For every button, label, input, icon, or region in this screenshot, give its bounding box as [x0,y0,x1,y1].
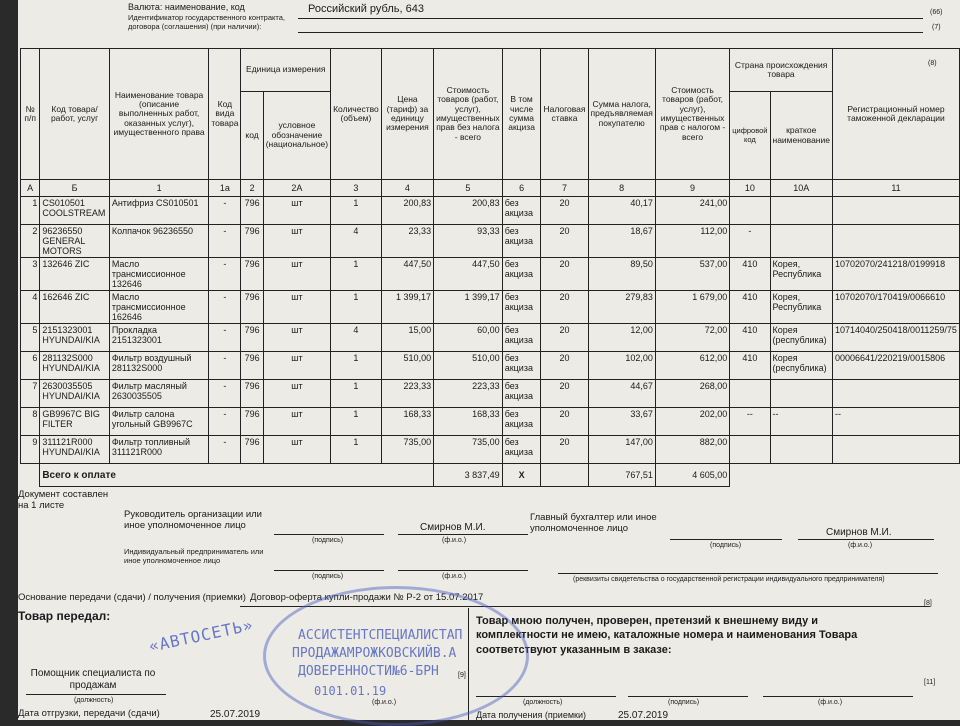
table-row [21,291,960,324]
th-price: Цена (тариф) за единицу измерения [381,49,433,180]
ship-date-label: Дата отгрузки, передачи (сдачи) [18,708,160,719]
contract-code: (7) [932,24,941,31]
cell-country-code: 410 [730,258,770,291]
cell-num: 9 [21,436,40,464]
received-text: Товар мною получен, проверен, претензий к внешнему виду и комплектности не имею, каталожные номера и наименования Товара соответствуют указанным в заказе: [476,615,858,656]
cell-rate: 20 [541,380,588,408]
cell-total: 268,00 [655,380,729,408]
cell-tax: 44,67 [588,380,655,408]
cell-tax: 89,50 [588,258,655,291]
col-number: 2 [241,180,263,197]
col-number: Б [40,180,110,197]
th-qty: Количество (объем) [331,49,382,180]
cell-total: 112,00 [655,225,729,258]
cell-code: 311121R000 HYUNDAI/KIA [40,436,110,464]
cell-cost: 735,00 [434,436,503,464]
totals-label: Всего к оплате [40,464,434,487]
cell-rate: 20 [541,225,588,258]
currency-code: (66) [930,9,943,16]
cell-kind: - [209,197,241,225]
cell-unit: шт [263,258,330,291]
cell-code: 2630035505 HYUNDAI/KIA [40,380,110,408]
totals-tax: 767,51 [588,464,655,487]
cell-unit-code: 796 [241,197,263,225]
cell-rate: 20 [541,352,588,380]
col-number: 6 [502,180,541,197]
cell-total: 202,00 [655,408,729,436]
cell-excise: без акциза [502,225,541,258]
cell-price: 200,83 [381,197,433,225]
cell-name: Масло трансмиссионное 162646 [109,291,209,324]
th-unit-group: Единица измерения [241,49,331,92]
invoice-page [18,0,960,720]
cell-unit-code: 796 [241,408,263,436]
cell-excise: без акциза [502,291,541,324]
cell-rate: 20 [541,291,588,324]
cell-num: 7 [21,380,40,408]
cell-name: Фильтр салона угольный GB9967C [109,408,209,436]
cell-country-code: -- [730,408,770,436]
cell-country-code: 410 [730,352,770,380]
cell-price: 1 399,17 [381,291,433,324]
th-cost: Стоимость товаров (работ, услуг), имущественных прав без налога - всего [434,49,503,180]
col-number: 2А [263,180,330,197]
col-number: 7 [541,180,588,197]
cell-unit-code: 796 [241,225,263,258]
cell-qty: 1 [331,291,382,324]
cell-kind: - [209,225,241,258]
cell-country: Корея (республика) [770,324,832,352]
cell-code: 162646 ZIC [40,291,110,324]
cell-unit: шт [263,380,330,408]
currency-label: Валюта: наименование, код [128,2,245,12]
stamp-line1: АССИСТЕНТСПЕЦИАЛИСТАП [298,628,463,643]
table-row [21,225,960,258]
cell-unit-code: 796 [241,324,263,352]
cell-total: 72,00 [655,324,729,352]
cell-customs [832,197,959,225]
table-row [21,408,960,436]
basis-value: Договор-оферта купли-продажи № Р-2 от 15.07.2017 [250,592,484,603]
accountant-fio: (ф.и.о.) [848,542,873,549]
cell-name: Фильтр масляный 2630035505 [109,380,209,408]
cell-country: -- [770,408,832,436]
contract-underline [298,32,923,33]
cell-price: 510,00 [381,352,433,380]
cell-excise: без акциза [502,197,541,225]
cell-qty: 1 [331,408,382,436]
cell-cost: 60,00 [434,324,503,352]
totals-excise: X [502,464,541,487]
th-code: Код товара/ работ, услуг [40,49,110,180]
cell-tax: 279,83 [588,291,655,324]
cell-unit: шт [263,436,330,464]
cell-unit-code: 796 [241,258,263,291]
accountant-name: Смирнов М.И. [826,527,892,538]
cell-country-code: 410 [730,291,770,324]
basis-label: Основание передачи (сдачи) / получения (приемки) [18,592,246,603]
cell-name: Антифриз CS010501 [109,197,209,225]
table-row [21,324,960,352]
head-podpis: (подпись) [312,537,344,544]
table-row [21,380,960,408]
cell-num: 5 [21,324,40,352]
invoice-table [20,48,960,487]
totals-total: 4 605,00 [655,464,729,487]
cell-unit: шт [263,291,330,324]
table-row [21,436,960,464]
col-number: 5 [434,180,503,197]
cell-country-code: 410 [730,324,770,352]
col-number: 11 [832,180,959,197]
col-number: 10А [770,180,832,197]
col-number: 4 [381,180,433,197]
cell-qty: 1 [331,197,382,225]
contract-label: Идентификатор государственного контракта, договора (соглашения) (при наличии): [128,13,285,31]
stamp-line3: ДОВЕРЕННОСТИ№6-БРН [298,664,439,679]
col-number: 9 [655,180,729,197]
cell-price: 447,50 [381,258,433,291]
th-country-name: краткое наименование [770,92,832,180]
code9: [9] [458,672,466,679]
cell-tax: 102,00 [588,352,655,380]
head-label: Руководитель организации или иное уполномоченное лицо [124,509,262,531]
th-name: Наименование товара (описание выполненных работ, оказанных услуг), имущественного права [109,49,209,180]
head-name: Смирнов М.И. [420,522,486,533]
cell-total: 537,00 [655,258,729,291]
th-excise: В том числе сумма акциза [502,49,541,180]
basis-code: [8] [924,600,932,607]
cell-name: Масло трансмиссионное 132646 [109,258,209,291]
cell-qty: 4 [331,225,382,258]
cell-cost: 168,33 [434,408,503,436]
cell-cost: 510,00 [434,352,503,380]
cell-unit: шт [263,225,330,258]
cell-kind: - [209,258,241,291]
stamp-ring-text: «АВТОСЕТЬ» [147,615,256,656]
cell-name: Прокладка 2151323001 [109,324,209,352]
cell-customs: 10702070/241218/0199918 [832,258,959,291]
accountant-podpis: (подпись) [710,542,742,549]
cell-country-code [730,436,770,464]
cell-rate: 20 [541,258,588,291]
cell-tax: 40,17 [588,197,655,225]
cell-excise: без акциза [502,436,541,464]
entrepreneur-fio: (ф.и.о.) [442,573,467,580]
receiver-fio-caption: (ф.и.о.) [818,699,843,706]
cell-num: 4 [21,291,40,324]
cell-unit: шт [263,324,330,352]
th-unit-code: код [241,92,263,180]
cell-customs [832,225,959,258]
cell-price: 735,00 [381,436,433,464]
cell-country: Корея, Республика [770,291,832,324]
cell-num: 3 [21,258,40,291]
cell-country [770,225,832,258]
cell-unit: шт [263,197,330,225]
cell-customs [832,380,959,408]
cell-tax: 147,00 [588,436,655,464]
cell-unit: шт [263,352,330,380]
cell-qty: 1 [331,352,382,380]
cell-kind: - [209,352,241,380]
cell-country-code [730,197,770,225]
cell-tax: 33,67 [588,408,655,436]
cell-customs: 00006641/220219/0015806 [832,352,959,380]
receipt-date-value: 25.07.2019 [618,710,669,721]
cell-unit-code: 796 [241,436,263,464]
cell-kind: - [209,408,241,436]
cell-qty: 4 [331,324,382,352]
cell-kind: - [209,324,241,352]
cell-rate: 20 [541,436,588,464]
th-country-code: цифровой код [730,92,770,180]
receipt-date-label: Дата получения (приемки) [476,710,586,720]
th-rate: Налоговая ставка [541,49,588,180]
cell-customs: 10714040/250418/0011259/75 [832,324,959,352]
col-number: 1 [109,180,209,197]
totals-row [21,464,960,487]
cell-cost: 200,83 [434,197,503,225]
cell-excise: без акциза [502,352,541,380]
th-country-group: Страна происхождения товара [730,49,833,92]
col-number: 1а [209,180,241,197]
cell-name: Фильтр топливный 311121R000 [109,436,209,464]
stamp-line4: 0101.01.19 [314,684,387,698]
cell-name: Фильтр воздушный 281132S000 [109,352,209,380]
cell-kind: - [209,291,241,324]
cell-cost: 223,33 [434,380,503,408]
cell-price: 168,33 [381,408,433,436]
table-row [21,352,960,380]
th-total: Стоимость товаров (работ, услуг), имущественных прав с налогом - всего [655,49,729,180]
column-numbers-row [21,180,960,197]
cell-unit-code: 796 [241,380,263,408]
cell-price: 23,33 [381,225,433,258]
cell-name: Колпачок 96236550 [109,225,209,258]
th-unit-name: условное обозначение (национальное) [263,92,330,180]
cell-excise: без акциза [502,380,541,408]
entrepreneur-label: Индивидуальный предприниматель или иное уполномоченное лицо [124,547,264,565]
th-customs: Регистрационный номер таможенной декларации [832,49,959,180]
cell-customs: -- [832,408,959,436]
cell-customs [832,436,959,464]
code11: [11] [924,679,936,686]
stamp-fio-caption: (ф.и.о.) [372,699,397,706]
cell-kind: - [209,436,241,464]
cell-rate: 20 [541,408,588,436]
cell-price: 223,33 [381,380,433,408]
cell-rate: 20 [541,324,588,352]
receiver-position-caption: (должность) [523,699,563,706]
col-number: 10 [730,180,770,197]
cell-num: 1 [21,197,40,225]
cell-cost: 93,33 [434,225,503,258]
assistant-position: Помощник специалиста по продажам [30,668,156,691]
cell-num: 8 [21,408,40,436]
cell-code: GB9967C BIG FILTER [40,408,110,436]
head-fio: (ф.и.о.) [442,537,467,544]
currency-underline [298,18,923,19]
cell-total: 612,00 [655,352,729,380]
cell-country: Корея (республика) [770,352,832,380]
cell-code: CS010501 COOLSTREAM [40,197,110,225]
table-row [21,197,960,225]
cell-unit-code: 796 [241,291,263,324]
cell-cost: 447,50 [434,258,503,291]
cell-code: 2151323001 HYUNDAI/KIA [40,324,110,352]
cell-total: 882,00 [655,436,729,464]
cell-country-code [730,380,770,408]
transferred-title: Товар передал: [18,609,111,623]
entrepreneur-podpis: (подпись) [312,573,344,580]
cell-total: 241,00 [655,197,729,225]
cell-country: Корея, Республика [770,258,832,291]
currency-value: Российский рубль, 643 [308,3,424,15]
ship-date-value: 25.07.2019 [210,709,261,720]
cell-excise: без акциза [502,324,541,352]
cell-unit: шт [263,408,330,436]
cell-total: 1 679,00 [655,291,729,324]
stamp-line2: ПРОДАЖАМРОЖКОВСКИЙВ.А [292,646,457,661]
cell-num: 2 [21,225,40,258]
invoice-rows [21,197,960,464]
cell-excise: без акциза [502,408,541,436]
cell-price: 15,00 [381,324,433,352]
cell-qty: 1 [331,436,382,464]
doc-composed: Документ составлен на 1 листе [18,489,109,511]
cell-excise: без акциза [502,258,541,291]
cell-unit-code: 796 [241,352,263,380]
th-kind: Код вида товара [209,49,241,180]
totals-cost: 3 837,49 [434,464,503,487]
cell-qty: 1 [331,258,382,291]
cell-code: 96236550 GENERAL MOTORS [40,225,110,258]
receiver-podpis-caption: (подпись) [668,699,700,706]
cell-tax: 12,00 [588,324,655,352]
cell-country [770,436,832,464]
rekvizity-caption: (реквизиты свидетельства о государственной регистрации индивидуального предпринимателя) [573,576,885,583]
col-number: 8 [588,180,655,197]
cell-rate: 20 [541,197,588,225]
th-tax: Сумма налога, предъявляемая покупателю [588,49,655,180]
cell-num: 6 [21,352,40,380]
th-num: № п/п [21,49,40,180]
cell-cost: 1 399,17 [434,291,503,324]
cell-qty: 1 [331,380,382,408]
table-row [21,258,960,291]
cell-kind: - [209,380,241,408]
position-caption: (должность) [74,697,114,704]
cell-tax: 18,67 [588,225,655,258]
cell-customs: 10702070/170419/0066610 [832,291,959,324]
col-number: 3 [331,180,382,197]
cell-code: 132646 ZIC [40,258,110,291]
table-code: (8) [928,60,937,67]
cell-country [770,380,832,408]
cell-country [770,197,832,225]
accountant-label: Главный бухгалтер или иное уполномоченное лицо [530,512,657,534]
cell-code: 281132S000 HYUNDAI/KIA [40,352,110,380]
cell-country-code: - [730,225,770,258]
col-number: А [21,180,40,197]
